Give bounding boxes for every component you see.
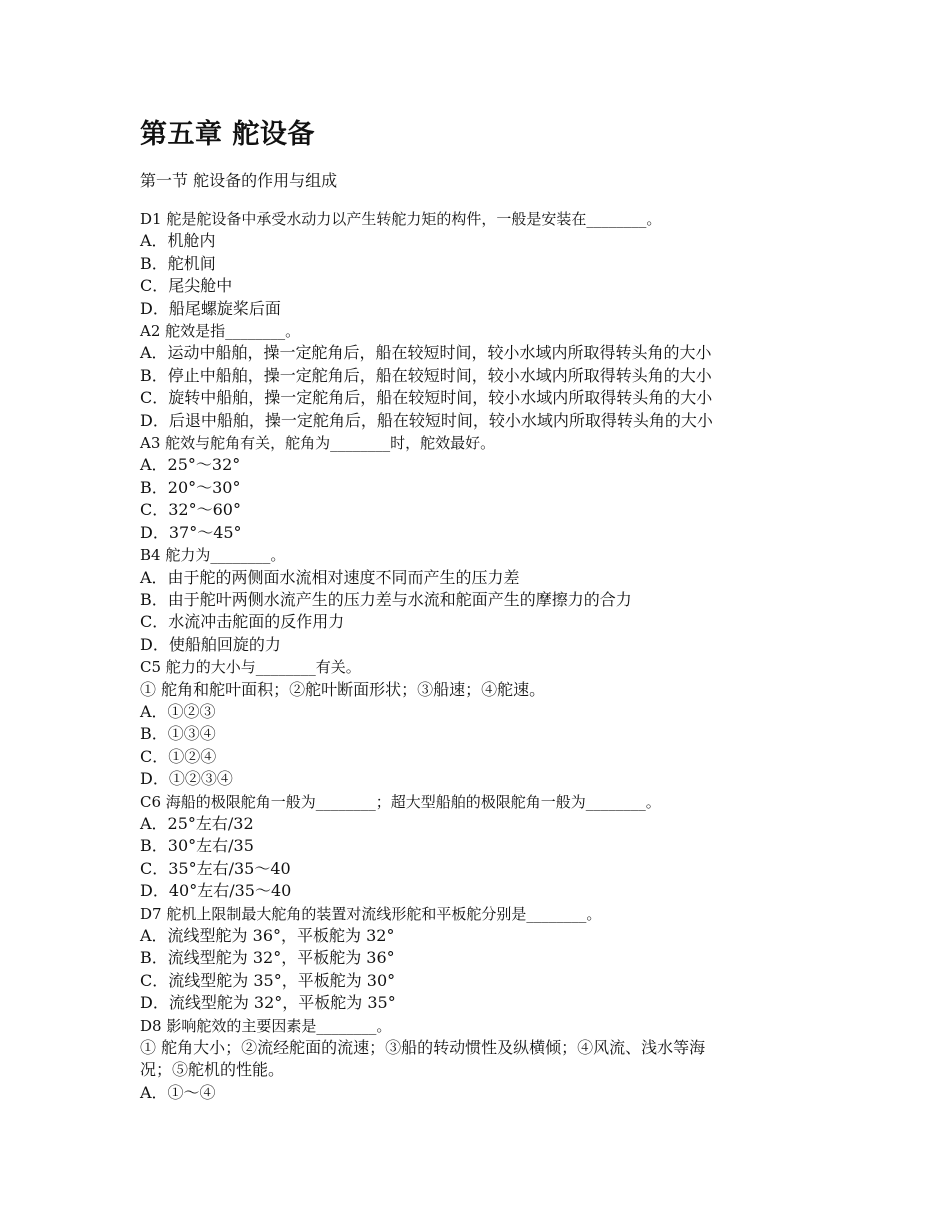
answer-option: C．流线型舵为 35°，平板舵为 30° <box>140 970 396 990</box>
question-stem: B4 舵力为________。 <box>140 546 286 565</box>
answer-option: C．旋转中船舶，操一定舵角后，船在较短时间，较小水域内所取得转头角的大小 <box>140 388 713 408</box>
answer-option: C．尾尖舱中 <box>140 276 233 296</box>
answer-option: D．37°～45° <box>140 522 242 542</box>
answer-option: A．25°～32° <box>140 455 241 475</box>
answer-option: B．流线型舵为 32°，平板舵为 36° <box>140 948 395 968</box>
answer-option: B．30°左右/35 <box>140 836 254 856</box>
question-stem: A2 舵效是指________。 <box>140 322 301 341</box>
question-stem: D1 舵是舵设备中承受水动力以产生转舵力矩的构件，一般是安装在________。 <box>140 210 662 228</box>
answer-option: A．机舱内 <box>140 231 216 251</box>
question-list <box>140 208 820 1104</box>
answer-option: A．①～④ <box>140 1082 216 1102</box>
answer-option: B．①③④ <box>140 724 216 744</box>
answer-option: D．①②③④ <box>140 769 233 789</box>
section-title: 第一节 舵设备的作用与组成 <box>140 171 338 190</box>
question-stem: A3 舵效与舵角有关，舵角为________时，舵效最好。 <box>140 434 496 453</box>
answer-option: B．由于舵叶两侧水流产生的压力差与水流和舵面产生的摩擦力的合力 <box>140 589 632 609</box>
answer-option: C．①②④ <box>140 746 217 766</box>
answer-option: D．船尾螺旋桨后面 <box>140 298 281 318</box>
question-stem: D7 舵机上限制最大舵角的装置对流线形舵和平板舵分别是________。 <box>140 904 602 923</box>
answer-option: 况；⑤舵机的性能。 <box>140 1060 285 1080</box>
answer-option: B．20°～30° <box>140 477 241 497</box>
answer-option: D．后退中船舶，操一定舵角后，船在较短时间，较小水域内所取得转头角的大小 <box>140 410 713 430</box>
question-stem: C6 海船的极限舵角一般为________；超大型船舶的极限舵角一般为________。 <box>140 792 661 811</box>
answer-option: A．①②③ <box>140 701 216 721</box>
answer-option: A．运动中船舶，操一定舵角后，船在较短时间，较小水域内所取得转头角的大小 <box>140 343 712 363</box>
answer-option: D．流线型舵为 32°，平板舵为 35° <box>140 993 396 1013</box>
question-stem: D8 影响舵效的主要因素是________。 <box>140 1016 392 1035</box>
answer-option: A．25°左右/32 <box>140 813 254 833</box>
answer-option: D．使船舶回旋的力 <box>140 634 281 654</box>
answer-option: C．32°～60° <box>140 500 241 520</box>
answer-option: ① 舵角和舵叶面积；②舵叶断面形状；③船速；④舵速。 <box>140 679 546 699</box>
answer-option: B．停止中船舶，操一定舵角后，船在较短时间，较小水域内所取得转头角的大小 <box>140 365 712 385</box>
answer-option: C．水流冲击舵面的反作用力 <box>140 612 345 632</box>
answer-option: ① 舵角大小；②流经舵面的流速；③船的转动惯性及纵横倾；④风流、浅水等海 <box>140 1038 706 1058</box>
answer-option: A．流线型舵为 36°，平板舵为 32° <box>140 926 395 945</box>
answer-option: D．40°左右/35～40 <box>140 881 292 901</box>
chapter-title: 第五章 舵设备 <box>140 119 315 150</box>
answer-option: C．35°左右/35～40 <box>140 858 291 878</box>
answer-option: B．舵机间 <box>140 253 216 273</box>
question-stem: C5 舵力的大小与________有关。 <box>140 658 361 677</box>
answer-option: A．由于舵的两侧面水流相对速度不同而产生的压力差 <box>140 567 520 587</box>
